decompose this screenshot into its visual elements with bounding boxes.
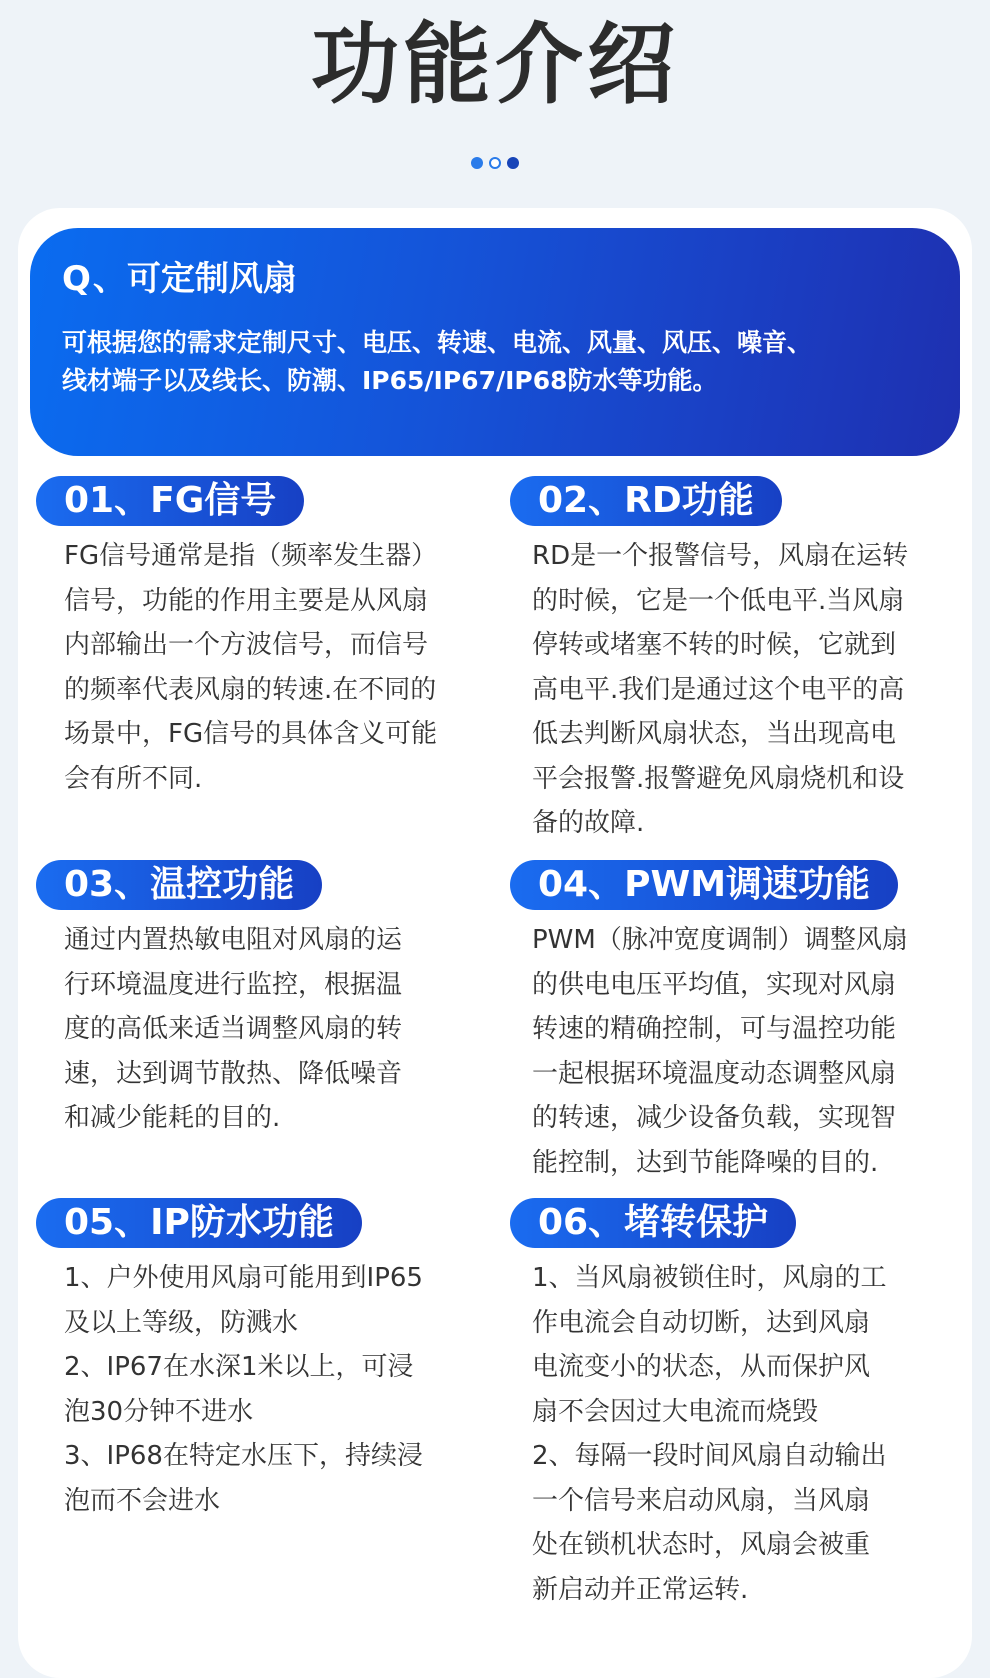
banner-desc-line: 线材端子以及线长、防潮、IP65/IP67/IP68防水等功能。 xyxy=(62,366,718,395)
section-body xyxy=(36,918,456,1141)
section-title-pill: 05、IP防水功能 xyxy=(36,1198,362,1248)
section-stall-protection xyxy=(510,1198,950,1612)
section-line: 一起根据环境温度动态调整风扇 xyxy=(532,1058,897,1089)
section-title-pill: 04、PWM调速功能 xyxy=(510,860,898,910)
section-line: 的时候，它是一个低电平.当风扇 xyxy=(532,585,905,616)
banner-description xyxy=(62,324,930,400)
section-body xyxy=(510,918,930,1185)
section-line: 度的高低来适当调整风扇的转 xyxy=(64,1014,403,1044)
section-line: 2、IP67在水深1米以上，可浸 xyxy=(64,1352,414,1382)
banner-title xyxy=(62,258,930,300)
section-line: 的供电电压平均值，实现对风扇 xyxy=(532,969,897,1000)
section-line: 备的故障. xyxy=(532,808,645,838)
section-line: 平会报警.报警避免风扇烧机和设 xyxy=(532,763,905,794)
section-fg-signal xyxy=(36,476,476,801)
section-body xyxy=(510,1256,930,1612)
section-temp-control xyxy=(36,860,476,1141)
pagination-dot-3 xyxy=(507,157,519,169)
section-line: 行环境温度进行监控，根据温 xyxy=(64,969,403,1000)
section-line: 转速的精确控制，可与温控功能 xyxy=(532,1014,897,1044)
section-line: 信号，功能的作用主要是从风扇 xyxy=(64,585,429,616)
banner-desc-line: 可根据您的需求定制尺寸、电压、转速、电流、风量、风压、噪音、 xyxy=(62,328,813,357)
section-title-pill: 01、FG信号 xyxy=(36,476,304,526)
section-line: 停转或堵塞不转的时候，它就到 xyxy=(532,630,897,660)
section-line: FG信号通常是指（频率发生器） xyxy=(64,541,438,571)
q-icon: Q xyxy=(62,259,91,299)
section-line: 通过内置热敏电阻对风扇的运 xyxy=(64,925,403,955)
section-body xyxy=(36,1256,456,1523)
section-line: 泡而不会进水 xyxy=(64,1485,221,1516)
section-pwm-speed xyxy=(510,860,950,1185)
section-line: 一个信号来启动风扇，当风扇 xyxy=(532,1485,871,1516)
section-line: 处在锁机状态时，风扇会被重 xyxy=(532,1530,871,1560)
custom-fan-banner xyxy=(30,228,960,456)
section-ip-waterproof xyxy=(36,1198,476,1523)
section-line: 作电流会自动切断，达到风扇 xyxy=(532,1307,871,1338)
pagination-dots xyxy=(0,157,990,169)
section-line: 电流变小的状态，从而保护风 xyxy=(532,1352,871,1382)
section-title-pill: 02、RD功能 xyxy=(510,476,782,526)
section-title-pill: 03、温控功能 xyxy=(36,860,322,910)
section-line: 低去判断风扇状态，当出现高电 xyxy=(532,719,897,749)
section-line: 3、IP68在特定水压下，持续浸 xyxy=(64,1441,423,1471)
section-line: 的频率代表风扇的转速.在不同的 xyxy=(64,674,437,705)
section-line: 能控制，达到节能降噪的目的. xyxy=(532,1147,879,1178)
section-line: 1、户外使用风扇可能用到IP65 xyxy=(64,1263,423,1293)
page-title: 功能介绍 xyxy=(310,13,679,116)
section-title-pill: 06、堵转保护 xyxy=(510,1198,796,1248)
banner-title-text: 、可定制风扇 xyxy=(92,259,297,299)
section-line: 及以上等级，防溅水 xyxy=(64,1307,299,1338)
section-line: 新启动并正常运转. xyxy=(532,1574,749,1605)
section-body xyxy=(36,534,456,801)
section-line: 泡30分钟不进水 xyxy=(64,1396,254,1427)
section-line: 场景中，FG信号的具体含义可能 xyxy=(64,719,438,749)
section-line: 内部输出一个方波信号，而信号 xyxy=(64,630,429,660)
section-line: 高电平.我们是通过这个电平的高 xyxy=(532,674,905,705)
section-line: 扇不会因过大电流而烧毁 xyxy=(532,1396,819,1427)
section-rd-function xyxy=(510,476,950,846)
section-line: 速，达到调节散热、降低噪音 xyxy=(64,1058,403,1089)
section-body xyxy=(510,534,930,846)
pagination-dot-1 xyxy=(471,157,483,169)
section-line: 的转速，减少设备负载，实现智 xyxy=(532,1103,897,1133)
section-line: RD是一个报警信号，风扇在运转 xyxy=(532,541,909,571)
section-line: 会有所不同. xyxy=(64,763,203,794)
pagination-dot-2 xyxy=(489,157,501,169)
section-line: 1、当风扇被锁住时，风扇的工 xyxy=(532,1263,887,1293)
section-line: PWM（脉冲宽度调制）调整风扇 xyxy=(532,925,908,955)
section-line: 2、每隔一段时间风扇自动输出 xyxy=(532,1441,887,1471)
section-line: 和减少能耗的目的. xyxy=(64,1103,281,1133)
